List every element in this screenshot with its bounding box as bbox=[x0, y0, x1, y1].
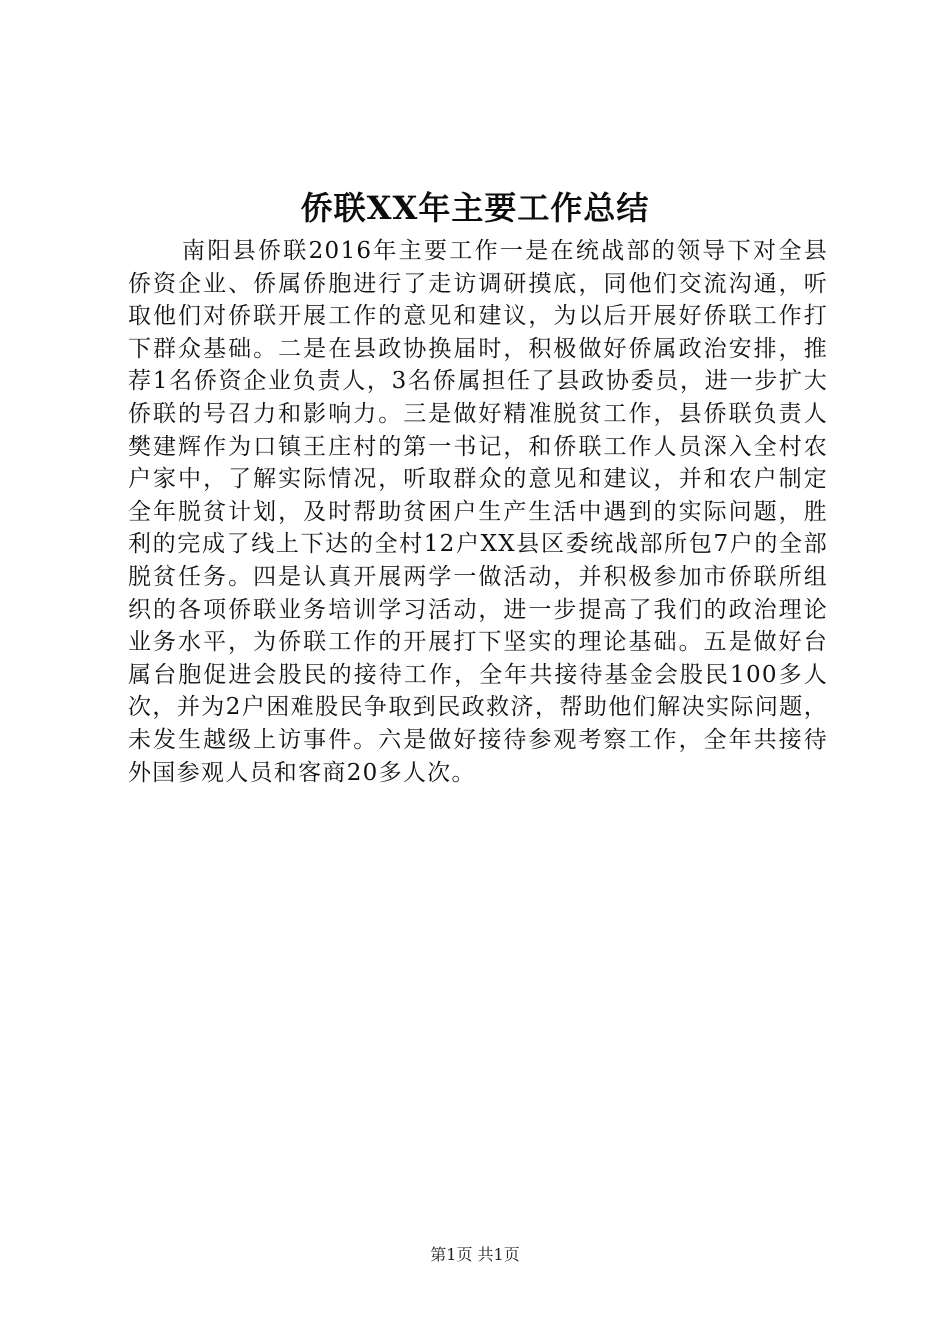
page-footer: 第1页 共1页 bbox=[430, 1245, 520, 1264]
document-body-paragraph: 南阳县侨联2016年主要工作一是在统战部的领导下对全县侨资企业、侨属侨胞进行了走访调研摸底，同他们交流沟通，听取他们对侨联开展工作的意见和建议，为以后开展好侨联工作打下群众基础。二是在县政协换届时，积极做好侨属政治安排，推荐1名侨资企业负责人，3名侨属担任了县政协委员，进一步扩大侨联的号召力和影响力。三是做好精准脱贫工作，县侨联负责人樊建辉作为口镇王庄村的第一书记，和侨联工作人员深入全村农户家中，了解实际情况，听取群众的意见和建议，并和农户制定全年脱贫计划，及时帮助贫困户生产生活中遇到的实际问题，胜利的完成了线上下达的全村12户XX县区委统战部所包7户的全部脱贫任务。四是认真开展两学一做活动，并积极参加市侨联所组织的各项侨联业务培训学习活动，进一步提高了我们的政治理论业务水平，为侨联工作的开展打下坚实的理论基础。五是做好台属台胞促进会股民的接待工作，全年共接待基金会股民100多人次，并为2户困难股民争取到民政救济，帮助他们解决实际问题，未发生越级上访事件。六是做好接待参观考察工作，全年共接待外国参观人员和客商20多人次。 bbox=[128, 238, 828, 786]
document-title: 侨联XX年主要工作总结 bbox=[300, 189, 650, 227]
